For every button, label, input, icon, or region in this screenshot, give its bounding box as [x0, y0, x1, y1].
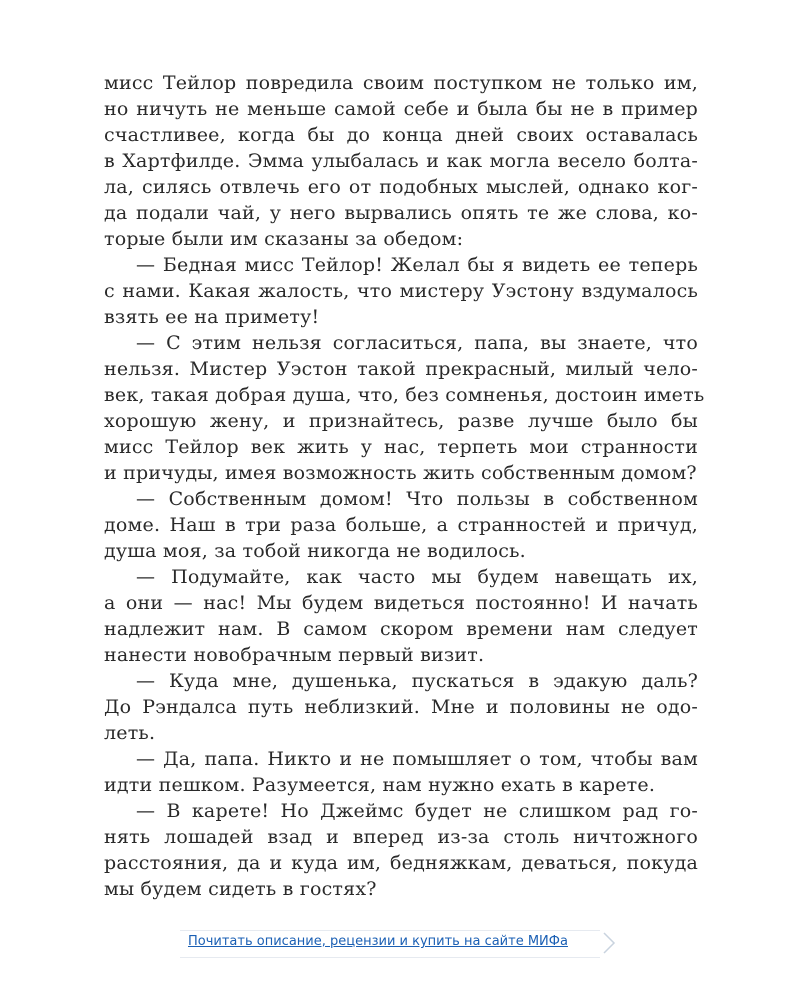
text-line: но ничуть не меньше самой себе и была бы не в пример	[104, 98, 698, 120]
text-line: нять лошадей взад и вперед из-за столь ничтожного	[104, 826, 698, 848]
text-line: душа моя, за тобой никогда не водилось.	[104, 540, 526, 562]
text-line: нельзя. Мистер Уэстон такой прекрасный, милый чело-	[104, 358, 698, 380]
text-line: а они — нас! Мы будем видеться постоянно! И начать	[104, 592, 698, 614]
text-line: мисс Тейлор век жить у нас, терпеть мои странности	[104, 436, 698, 458]
text-line: в Хартфилде. Эмма улыбалась и как могла весело болта-	[104, 150, 698, 172]
text-line: нанести новобрачным первый визит.	[104, 644, 485, 666]
text-line: надлежит нам. В самом скором времени нам следует	[104, 618, 698, 640]
text-line: — Подумайте, как часто мы будем навещать их,	[136, 566, 698, 588]
text-line: торые были им сказаны за обедом:	[104, 228, 464, 250]
text-line: — Собственным домом! Что пользы в собственном	[136, 488, 698, 510]
text-line: — В карете! Но Джеймс будет не слишком рад го-	[136, 800, 698, 822]
text-line: — С этим нельзя согласиться, папа, вы знаете, что	[136, 332, 698, 354]
buy-link[interactable]: Почитать описание, рецензии и купить на сайте МИФа	[188, 934, 568, 949]
text-line: До Рэндалса путь неблизкий. Мне и половины не одо-	[104, 696, 698, 718]
text-line: леть.	[104, 722, 156, 744]
book-page-text	[104, 70, 705, 902]
text-line: — Бедная мисс Тейлор! Желал бы я видеть ее теперь	[136, 254, 698, 276]
text-line: мы будем сидеть в гостях?	[104, 878, 377, 900]
text-line: доме. Наш в три раза больше, а странностей и причуд,	[104, 514, 698, 536]
text-line: да подали чай, у него вырвались опять те же слова, ко-	[104, 202, 698, 224]
text-line: мисс Тейлор повредила своим поступком не только им,	[104, 72, 698, 94]
text-line: ла, силясь отвлечь его от подобных мыслей, однако ког-	[104, 176, 698, 198]
text-line: век, такая добрая душа, что, без сомненья, достоин иметь	[104, 384, 705, 406]
buy-link-container[interactable]	[180, 930, 620, 958]
text-line: хорошую жену, и признайтесь, разве лучше было бы	[104, 410, 698, 432]
text-line: расстояния, да и куда им, бедняжкам, деваться, покуда	[104, 852, 698, 874]
text-line: идти пешком. Разумеется, нам нужно ехать в карете.	[104, 774, 656, 796]
text-line: — Да, папа. Никто и не помышляет о том, чтобы вам	[136, 748, 698, 770]
text-line: счастливее, когда бы до конца дней своих оставалась	[104, 124, 698, 146]
text-line: взять ее на примету!	[104, 306, 320, 328]
text-line: и причуды, имея возможность жить собственным домом?	[104, 462, 697, 484]
text-line: — Куда мне, душенька, пускаться в эдакую даль?	[136, 670, 698, 692]
text-line: с нами. Какая жалость, что мистеру Уэстону вздумалось	[104, 280, 698, 302]
chevron-right-icon[interactable]	[600, 931, 618, 955]
